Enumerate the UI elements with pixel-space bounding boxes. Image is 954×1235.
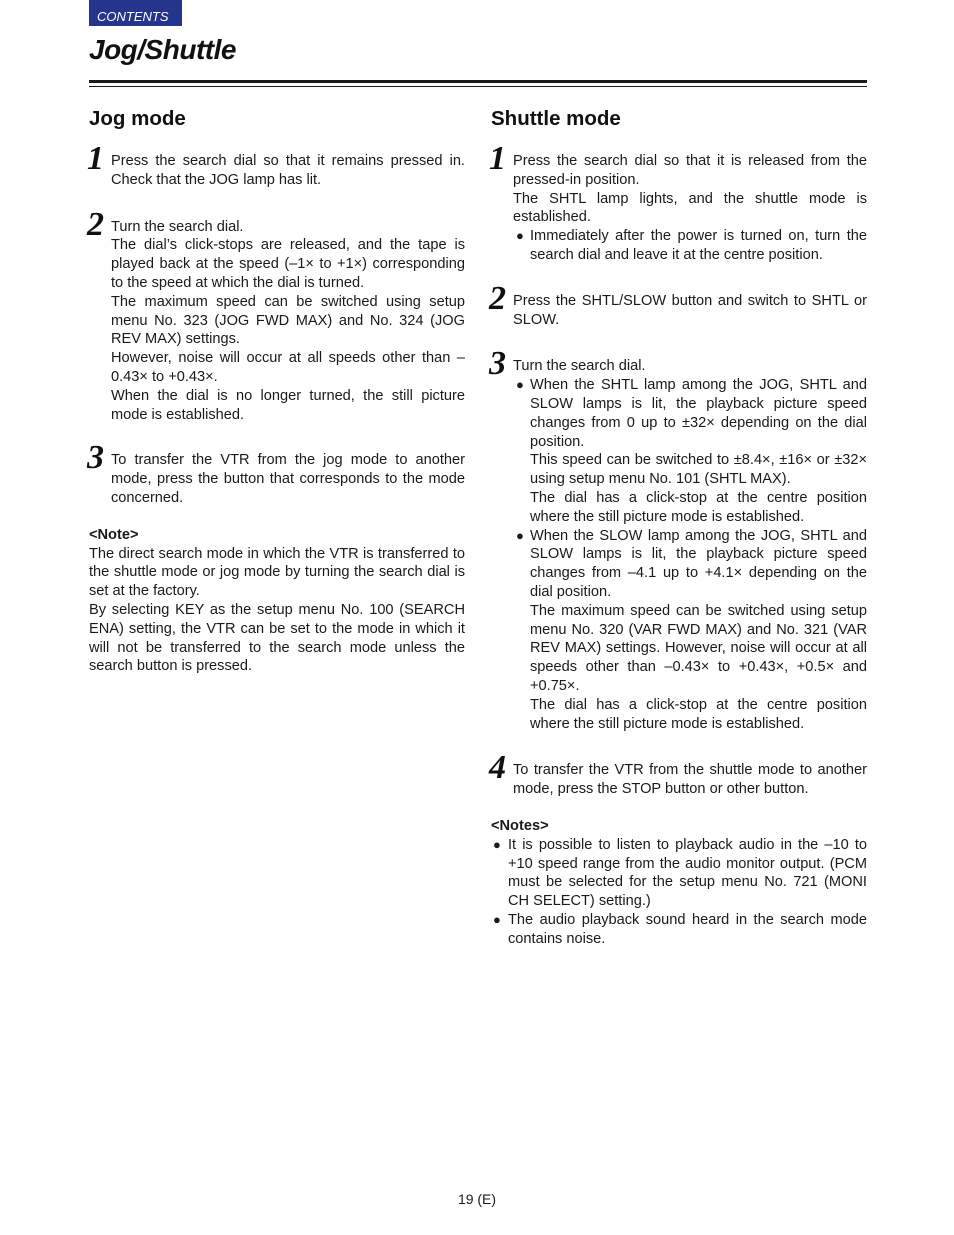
step-number: 1 [87,140,104,177]
page-title: Jog/Shuttle [89,34,236,65]
bullet-icon: ● [516,377,524,393]
step-number: 2 [87,205,104,243]
step-number: 4 [489,749,506,787]
bullet-icon: ● [516,527,524,543]
shuttle-notes [491,817,867,949]
bullet-text: When the SHTL lamp among the JOG, SHTL and SLOW lamps is lit, the playback picture speed changes from 0 up to ±32× depending on the dial position. [530,377,867,450]
shuttle-step-4 [489,749,867,799]
step-text: Press the SHTL/SLOW button and switch to SHTL or SLOW. [513,292,867,328]
step-text: Press the search dial so that it remains pressed in. Check that the JOG lamp has lit. [111,153,465,188]
step-number: 1 [489,140,506,177]
jog-step-3 [87,439,465,507]
note-text: The audio playback sound heard in the search mode contains noise. [508,911,867,947]
jog-step-1 [87,140,465,190]
shuttle-mode-heading: Shuttle mode [491,107,621,130]
bullet-text: The maximum speed can be switched using setup menu No. 320 (VAR FWD MAX) and No. 321 (VAR REV MAX) settings. However, noise will occur at all speeds other than –0.43× to +0.43×, +0.5× and +0.75×. [530,602,867,694]
title-rule-thick [89,80,867,83]
jog-mode-section [89,105,465,676]
note-text: The direct search mode in which the VTR is transferred to the shuttle mode or jog mode by turning the search dial is set at the factory. [89,545,465,600]
jog-step-2 [87,205,465,425]
contents-link-label[interactable]: CONTENTS [97,9,169,24]
bullet-text: The dial has a click-stop at the centre position where the still picture mode is established. [530,489,867,525]
step-text: The SHTL lamp lights, and the shuttle mode is established. [513,190,867,226]
step-text: To transfer the VTR from the shuttle mode to another mode, press the STOP button or other button. [513,762,867,798]
shuttle-step-1 [489,140,867,265]
step-text: When the dial is no longer turned, the still picture mode is established. [111,387,465,423]
step-text: To transfer the VTR from the jog mode to another mode, press the button that corresponds to the mode concerned. [111,452,465,506]
bullet-text: The dial has a click-stop at the centre position where the still picture mode is established. [530,696,867,732]
page-number: 19 (E) [457,1191,497,1207]
bullet-icon: ● [493,836,501,852]
shuttle-mode-section [491,105,867,948]
step-text: The dial’s click-stops are released, and the tape is played back at the speed (–1× to +1×) corresponding to the speed at which the dial is turned. [111,237,465,291]
jog-mode-heading: Jog mode [89,107,186,130]
step-number: 3 [87,439,104,477]
bullet-text: This speed can be switched to ±8.4×, ±16× or ±32× using setup menu No. 101 (SHTL MAX). [530,452,867,488]
bullet-item [513,227,867,265]
bullet-icon: ● [493,911,501,927]
note-item [491,836,867,911]
notes-title: <Notes> [491,817,549,834]
bullet-text: When the SLOW lamp among the JOG, SHTL and SLOW lamps is lit, the playback picture speed changes from –4.1 up to +4.1× depending on the dial position. [530,527,867,600]
note-text: By selecting KEY as the setup menu No. 100 (SEARCH ENA) setting, the VTR can be set to the mode in which it will not be transferred to the search mode unless the search button is pressed. [89,601,465,675]
step-text: Press the search dial so that it is released from the pressed-in position. [513,153,867,188]
bullet-icon: ● [516,228,524,244]
contents-link[interactable] [89,0,182,26]
step-number: 3 [489,345,506,383]
step-text: Turn the search dial. [513,358,646,375]
title-rule-thin [89,86,867,87]
note-item [491,911,867,949]
step-text: Turn the search dial. [111,218,244,235]
step-text: The maximum speed can be switched using setup menu No. 323 (JOG FWD MAX) and No. 324 (JOG REV MAX) settings. [111,293,465,348]
shuttle-step-3 [489,345,867,733]
jog-note [89,526,465,676]
note-text: It is possible to listen to playback audio in the –10 to +10 speed range from the audio monitor output. (PCM must be selected for the setup menu No. 721 (MONI CH SELECT) setting.) [508,836,867,910]
step-text: However, noise will occur at all speeds other than –0.43× to +0.43×. [111,350,465,385]
bullet-item [513,527,867,734]
bullet-text: Immediately after the power is turned on, turn the search dial and leave it at the centre position. [530,228,867,263]
step-number: 2 [489,279,506,317]
shuttle-step-2 [489,279,867,330]
bullet-item [513,376,867,526]
note-title: <Note> [89,526,139,543]
